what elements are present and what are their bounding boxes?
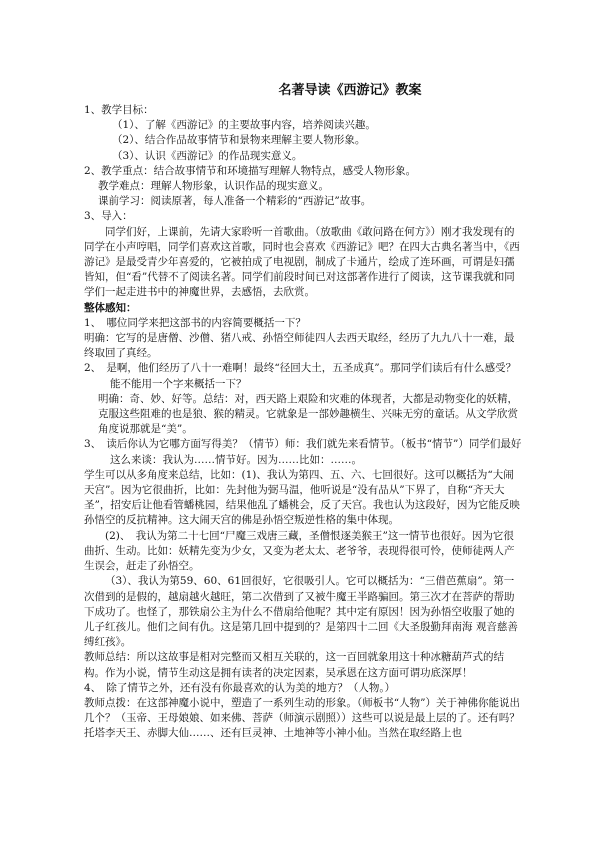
goal-2: （2）、结合作品故事情节和景物来理解主要人物形象。 xyxy=(112,134,366,147)
document-body xyxy=(84,103,524,742)
question-2: 2、 是啊，他们经历了八十一难啊！最终“径回大土，五圣成真”。那同学们读后有什么感受？能不能用一个字来概括一下？ xyxy=(84,362,517,390)
example-3: （3）、我认为第59、60、61回很好，它很吸引人。它可以概括为：“三借芭蕉扇”。第一次借到的是假的，越扇越火越旺，第二次借到了又被牛魔王半路骗回。第三次才在菩萨的帮助下成功了。也怪了，那铁扇公主为什么不借扇给他呢？其中定有原因！因为孙悟空收服了她的儿子红孩儿。他们之间有仇。这是第几回中提到的？是第四十二回《大圣殷勤拜南海 观音慈善缚红孩》。 xyxy=(84,575,518,649)
example-2: (2)、 我认为第二十七回“尸魔三戏唐三藏，圣僧恨逐美猴王”这一情节也很好。因为它很曲折、生动。比如：妖精先变为少女，又变为老太太、老爷爷，表现得很可怜，使师徒两人产生误会，赶走了孙悟空。 xyxy=(84,529,515,573)
question-4: 4、 除了情节之外，还有没有你最喜欢的认为美的地方？（人物。） xyxy=(84,681,396,694)
prep: 课前学习：阅读原著，每人准备一个精彩的“西游记”故事。 xyxy=(98,195,372,208)
focus-heading: 2、教学重点：结合故事情节和环境描写理解人物特点，感受人物形象。 xyxy=(84,164,417,177)
difficulty: 教学难点：理解人物形象，认识作品的现实意义。 xyxy=(98,180,329,193)
intro-heading: 3、导入： xyxy=(84,210,133,223)
teacher-summary: 教师总结：所以这故事是相对完整而又相互关联的，这一百回就象用这十种冰糖葫芦式的结构。作为小说，情节生动这是拥有读者的决定因素，吴承恩在这方面可谓功底深厚！ xyxy=(84,651,504,679)
teacher-note: 教师点拨：在这部神魔小说中，塑造了一系列生动的形象。（师板书“人物”）关于神佛你能说出几个？（玉帝、王母娘娘、如来佛、菩萨（师演示剧照））这些可以说是最上层的了。还有吗？托塔李天王、赤脚大仙……、还有巨灵神、土地神等小神小仙。当然在取经路上也 xyxy=(84,696,520,740)
question-3: 3、 读后你认为它哪方面写得美？（情节）师：我们就先来看情节。（板书“情节”）同学们最好这么来谈：我认为……情节好。因为……比如：……。 xyxy=(84,438,522,466)
question-1: 1、 哪位同学来把这部书的内容简要概括一下？ xyxy=(84,316,306,329)
intro-text: 同学们好，上课前，先请大家聆听一首歌曲。（放歌曲《敢问路在何方》）刚才我发现有的同学在小声哼唱，同学们喜欢这首歌，同时也会喜欢《西游记》吧？在四大古典名著当中，《西游记》是最受青少年喜爱的，它被拍成了电视剧，制成了卡通片，绘成了连环画，可谓是妇孺皆知，但“看”代替不了阅读名著。同学们前段时间已对这部著作进行了阅读，这节课我就和同学们一起走进书中的神魔世界，去感悟，去欣赏。 xyxy=(84,225,520,299)
student-summary: 学生可以从多角度来总结，比如：(1)、我认为第四、五、六、七回很好。这可以概括为“大闹天宫”。因为它很曲折，比如：先封他为弼马温，他听说是“没有品从”下界了，自称“齐天大圣”，招安后让他看管蟠桃园，结果他乱了蟠桃会，反了天宫。我也认为这段好，因为它能反映孙悟空的反抗精神。这大闹天宫的佛是孙悟空叛逆性格的集中体现。 xyxy=(84,468,520,527)
question-1-answer: 明确：它写的是唐僧、沙僧、猪八戒、孙悟空师徒四人去西天取经，经历了九九八十一难，最终取回了真经。 xyxy=(84,332,515,360)
overall-heading: 整体感知： xyxy=(84,301,137,314)
document-title: 名著导读《西游记》教案 xyxy=(278,83,422,98)
question-2-answer: 明确：奇、妙、好等。总结：对，西天路上艰险和灾难的体现者，大都是动物变化的妖精，克服这些阻难的也是狼、猴的精灵。它就象是一部妙趣横生、兴味无穷的童话。从文学欣赏角度说那就是“美”。 xyxy=(98,392,518,436)
goal-3: （3）、认识《西游记》的作品现实意义。 xyxy=(112,149,303,162)
goals-heading: 1、教学目标： xyxy=(84,104,154,116)
goal-1: （1）、了解《西游记》的主要故事内容，培养阅读兴趣。 xyxy=(112,119,376,132)
